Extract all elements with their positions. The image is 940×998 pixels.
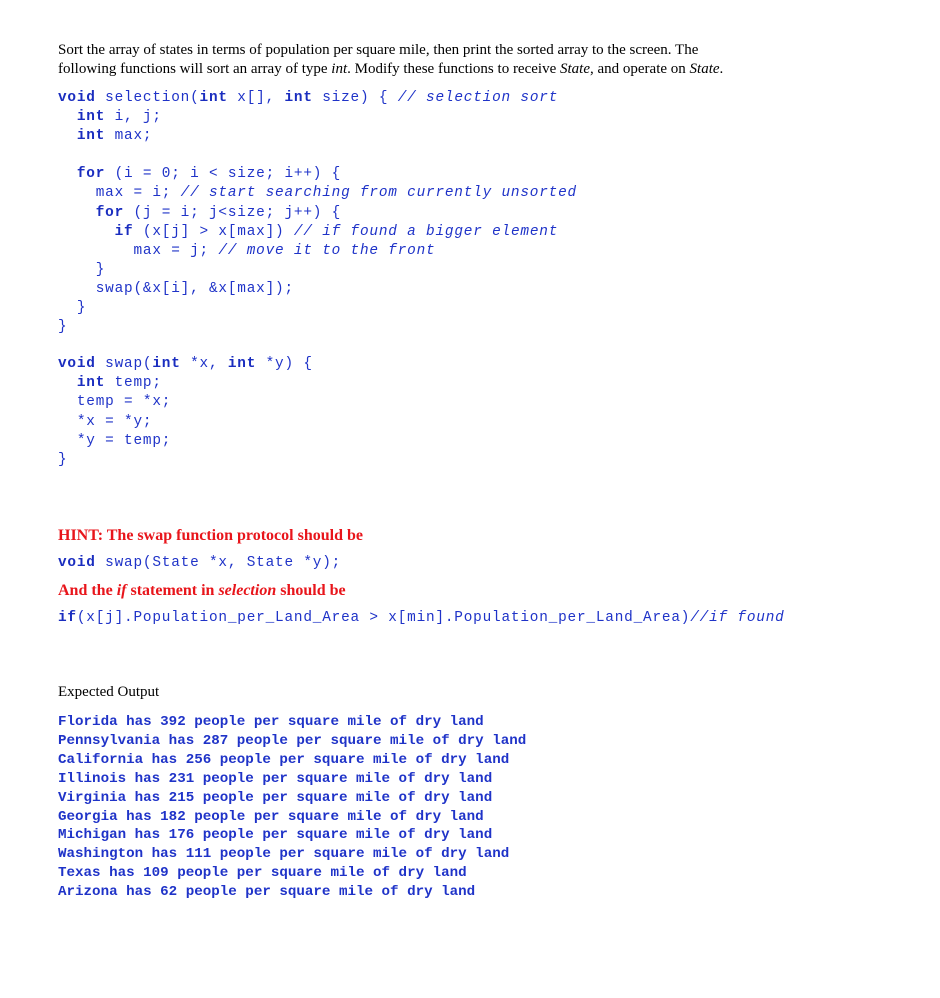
code-text: max = i; [58, 185, 181, 202]
code-text: *x, [180, 356, 228, 373]
code-keyword: if [58, 609, 77, 626]
hint-section [58, 526, 934, 628]
code-comment: // selection sort [397, 90, 559, 106]
code-text: temp; [105, 375, 162, 392]
code-line [58, 128, 152, 144]
instructions-paragraph [58, 41, 858, 79]
code-line [58, 452, 67, 468]
code-text: selection( [95, 90, 200, 106]
instructions-line-1: Sort the array of states in terms of population per square mile, then print the sorted array to the screen. The [58, 42, 699, 58]
code-text: max = j; [58, 242, 219, 259]
code-keyword: if [114, 223, 134, 240]
code-line [58, 185, 577, 201]
hint-if-mid: statement in [126, 581, 219, 599]
code-text: (x[j].Population_per_Land_Area > x[min].Population_per_Land_Area) [76, 609, 691, 626]
instructions-line-2-end: . [719, 61, 724, 77]
code-keyword: int [284, 90, 313, 106]
code-keyword: int [227, 356, 257, 373]
code-text: } [58, 300, 87, 317]
code-text [58, 128, 77, 144]
code-text [58, 166, 77, 182]
code-comment: // start searching from currently unsorted [180, 185, 577, 202]
instructions-state-term-2: State [689, 61, 720, 77]
code-text [58, 109, 77, 125]
code-text: (j = i; j<size; j++) { [124, 204, 342, 221]
code-line [58, 375, 162, 391]
code-keyword: int [152, 356, 181, 373]
code-text: } [58, 261, 106, 278]
code-keyword: int [76, 128, 106, 145]
code-line [58, 414, 152, 430]
code-text: i, j; [105, 109, 162, 126]
code-text: (x[j] > x[max]) [133, 223, 294, 240]
code-text: *y) { [256, 356, 313, 373]
code-line [58, 224, 558, 240]
code-line [58, 281, 294, 297]
code-comment: // move it to the front [218, 242, 436, 259]
instructions-int-term: int [331, 61, 348, 77]
code-keyword: void [58, 90, 96, 106]
code-line [58, 319, 67, 335]
instructions-line-2-mid: . Modify these functions to receive [347, 61, 560, 77]
hint-if-term: if [116, 581, 127, 599]
code-line [58, 243, 435, 259]
code-text: } [58, 451, 68, 468]
code-line [58, 300, 86, 316]
output-line: Virginia has 215 people per square mile of dry land [58, 789, 493, 806]
expected-output-block [58, 713, 934, 902]
code-text [58, 205, 96, 221]
output-line: Georgia has 182 people per square mile of dry land [58, 808, 484, 825]
code-text: *y = temp; [58, 432, 172, 449]
code-keyword: int [76, 375, 106, 392]
code-text: size) { [312, 90, 398, 106]
code-line [58, 262, 105, 278]
hint-if-pre: And the [58, 581, 117, 599]
hint-heading [58, 526, 934, 546]
code-text: } [58, 319, 68, 336]
instructions-line-2-pre: following functions will sort an array of type [58, 61, 332, 77]
code-text: *x = *y; [58, 413, 153, 430]
output-line: Texas has 109 people per square mile of dry land [58, 865, 467, 882]
output-line: Pennsylvania has 287 people per square mile of dry land [58, 732, 527, 749]
output-line: Arizona has 62 people per square mile of dry land [58, 884, 476, 901]
code-text: swap(&x[i], &x[max]); [58, 280, 294, 297]
code-line [58, 205, 341, 221]
code-text [58, 375, 77, 391]
hint-selection-term: selection [218, 581, 277, 599]
code-text: temp = *x; [58, 394, 172, 411]
code-keyword: int [199, 90, 228, 106]
code-text: swap( [95, 356, 153, 373]
output-line: Illinois has 231 people per square mile of dry land [58, 770, 493, 787]
instructions-line-2-mid2: , and operate on [589, 61, 690, 77]
code-line [58, 166, 341, 182]
code-text: (i = 0; i < size; i++) { [105, 166, 342, 183]
document-page [58, 41, 934, 902]
hint-swap-signature [58, 554, 934, 573]
output-line: Michigan has 176 people per square mile of dry land [58, 827, 493, 844]
hint-if-statement [58, 609, 934, 628]
hint-if-heading [58, 581, 934, 601]
code-text: swap(State *x, State *y); [95, 554, 342, 571]
code-keyword: void [58, 554, 96, 571]
code-text [58, 224, 115, 240]
code-line [58, 394, 171, 410]
code-keyword: for [76, 166, 106, 183]
code-text: x[], [227, 90, 285, 106]
hint-if-end: should be [276, 581, 346, 599]
code-line [58, 356, 313, 372]
code-line [58, 90, 558, 106]
expected-output-label: Expected Output [58, 683, 160, 700]
code-text: max; [105, 128, 153, 145]
code-comment: // if found a bigger element [293, 223, 559, 240]
code-comment: //if found [690, 609, 785, 626]
instructions-state-term: State [559, 61, 590, 77]
output-line: California has 256 people per square mile of dry land [58, 751, 510, 768]
selection-sort-code [58, 89, 934, 337]
hint-label: HINT: [58, 526, 104, 544]
code-line [58, 109, 162, 125]
code-keyword: void [58, 356, 96, 373]
hint-text: The swap function protocol should be [103, 526, 363, 544]
output-line: Washington has 111 people per square mile of dry land [58, 846, 510, 863]
code-keyword: for [95, 204, 125, 221]
output-line: Florida has 392 people per square mile of dry land [58, 713, 484, 730]
swap-function-code [58, 355, 934, 470]
code-line [58, 433, 171, 449]
code-keyword: int [76, 109, 106, 126]
